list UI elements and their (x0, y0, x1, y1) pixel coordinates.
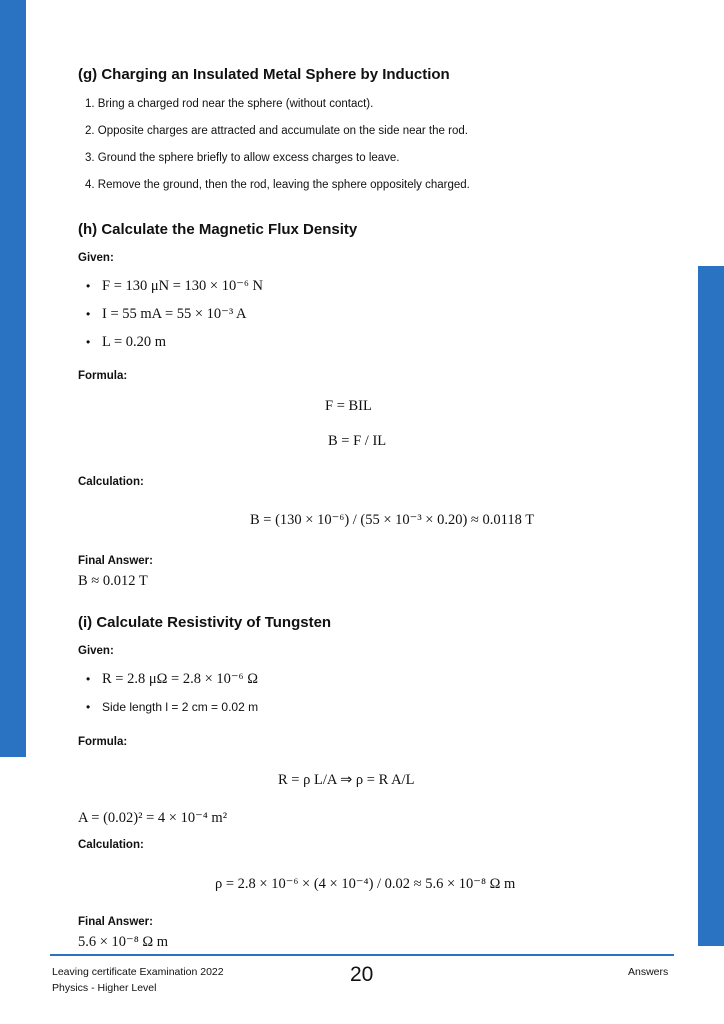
given-resistance: R = 2.8 μΩ = 2.8 × 10⁻⁶ Ω (102, 671, 258, 687)
area-equation: A = (0.02)² = 4 × 10⁻⁴ m² (78, 810, 228, 826)
formula-label: Formula: (78, 736, 128, 748)
formula-label: Formula: (78, 370, 128, 382)
final-answer-label: Final Answer: (78, 916, 153, 928)
list-item: 3. Ground the sphere briefly to allow excess charges to leave. (85, 152, 400, 164)
list-item: 1. Bring a charged rod near the sphere (without contact). (85, 98, 374, 110)
given-side-length: Side length l = 2 cm = 0.02 m (102, 700, 259, 714)
footer-section: Answers (628, 966, 669, 978)
footer-subject: Physics - Higher Level (52, 982, 157, 994)
final-answer-label: Final Answer: (78, 555, 153, 567)
page-number: 20 (350, 963, 374, 986)
list-item: • R = 2.8 μΩ = 2.8 × 10⁻⁶ Ω (86, 671, 258, 687)
list-item: • F = 130 μN = 130 × 10⁻⁶ N (86, 278, 264, 294)
calculation-label: Calculation: (78, 839, 144, 851)
left-accent-bar (0, 0, 26, 757)
formula-force: F = BIL (325, 398, 372, 414)
section-i-title: (i) Calculate Resistivity of Tungsten (78, 614, 332, 631)
list-item: • L = 0.20 m (86, 334, 167, 350)
list-item: • Side length l = 2 cm = 0.02 m (86, 700, 259, 714)
list-item: 4. Remove the ground, then the rod, leaving the sphere oppositely charged. (85, 179, 470, 191)
final-answer-flux-density: B ≈ 0.012 T (78, 573, 148, 589)
given-length: L = 0.20 m (102, 334, 167, 350)
formula-flux-density: B = F / IL (328, 433, 387, 449)
given-current: I = 55 mA = 55 × 10⁻³ A (102, 306, 247, 322)
list-item: 2. Opposite charges are attracted and accumulate on the side near the rod. (85, 125, 468, 137)
induction-steps-list (85, 95, 470, 203)
calculation-flux-density: B = (130 × 10⁻⁶) / (55 × 10⁻³ × 0.20) ≈ 0.0118 T (250, 512, 535, 528)
calculation-resistivity: ρ = 2.8 × 10⁻⁶ × (4 × 10⁻⁴) / 0.02 ≈ 5.6 × 10⁻⁸ Ω m (215, 876, 516, 892)
formula-resistivity: R = ρ L/A ⇒ ρ = R A/L (278, 772, 415, 788)
section-h-title: (h) Calculate the Magnetic Flux Density (78, 221, 358, 238)
section-g-title: (g) Charging an Insulated Metal Sphere by Induction (78, 66, 450, 83)
footer-divider (50, 954, 674, 956)
footer-exam: Leaving certificate Examination 2022 (52, 966, 224, 978)
given-label: Given: (78, 645, 114, 657)
final-answer-resistivity: 5.6 × 10⁻⁸ Ω m (78, 934, 169, 950)
given-list (86, 276, 263, 360)
given-label: Given: (78, 252, 114, 264)
given-list (86, 669, 258, 725)
right-accent-bar (698, 266, 724, 946)
calculation-label: Calculation: (78, 476, 144, 488)
list-item: • I = 55 mA = 55 × 10⁻³ A (86, 306, 247, 322)
given-force: F = 130 μN = 130 × 10⁻⁶ N (102, 278, 264, 294)
